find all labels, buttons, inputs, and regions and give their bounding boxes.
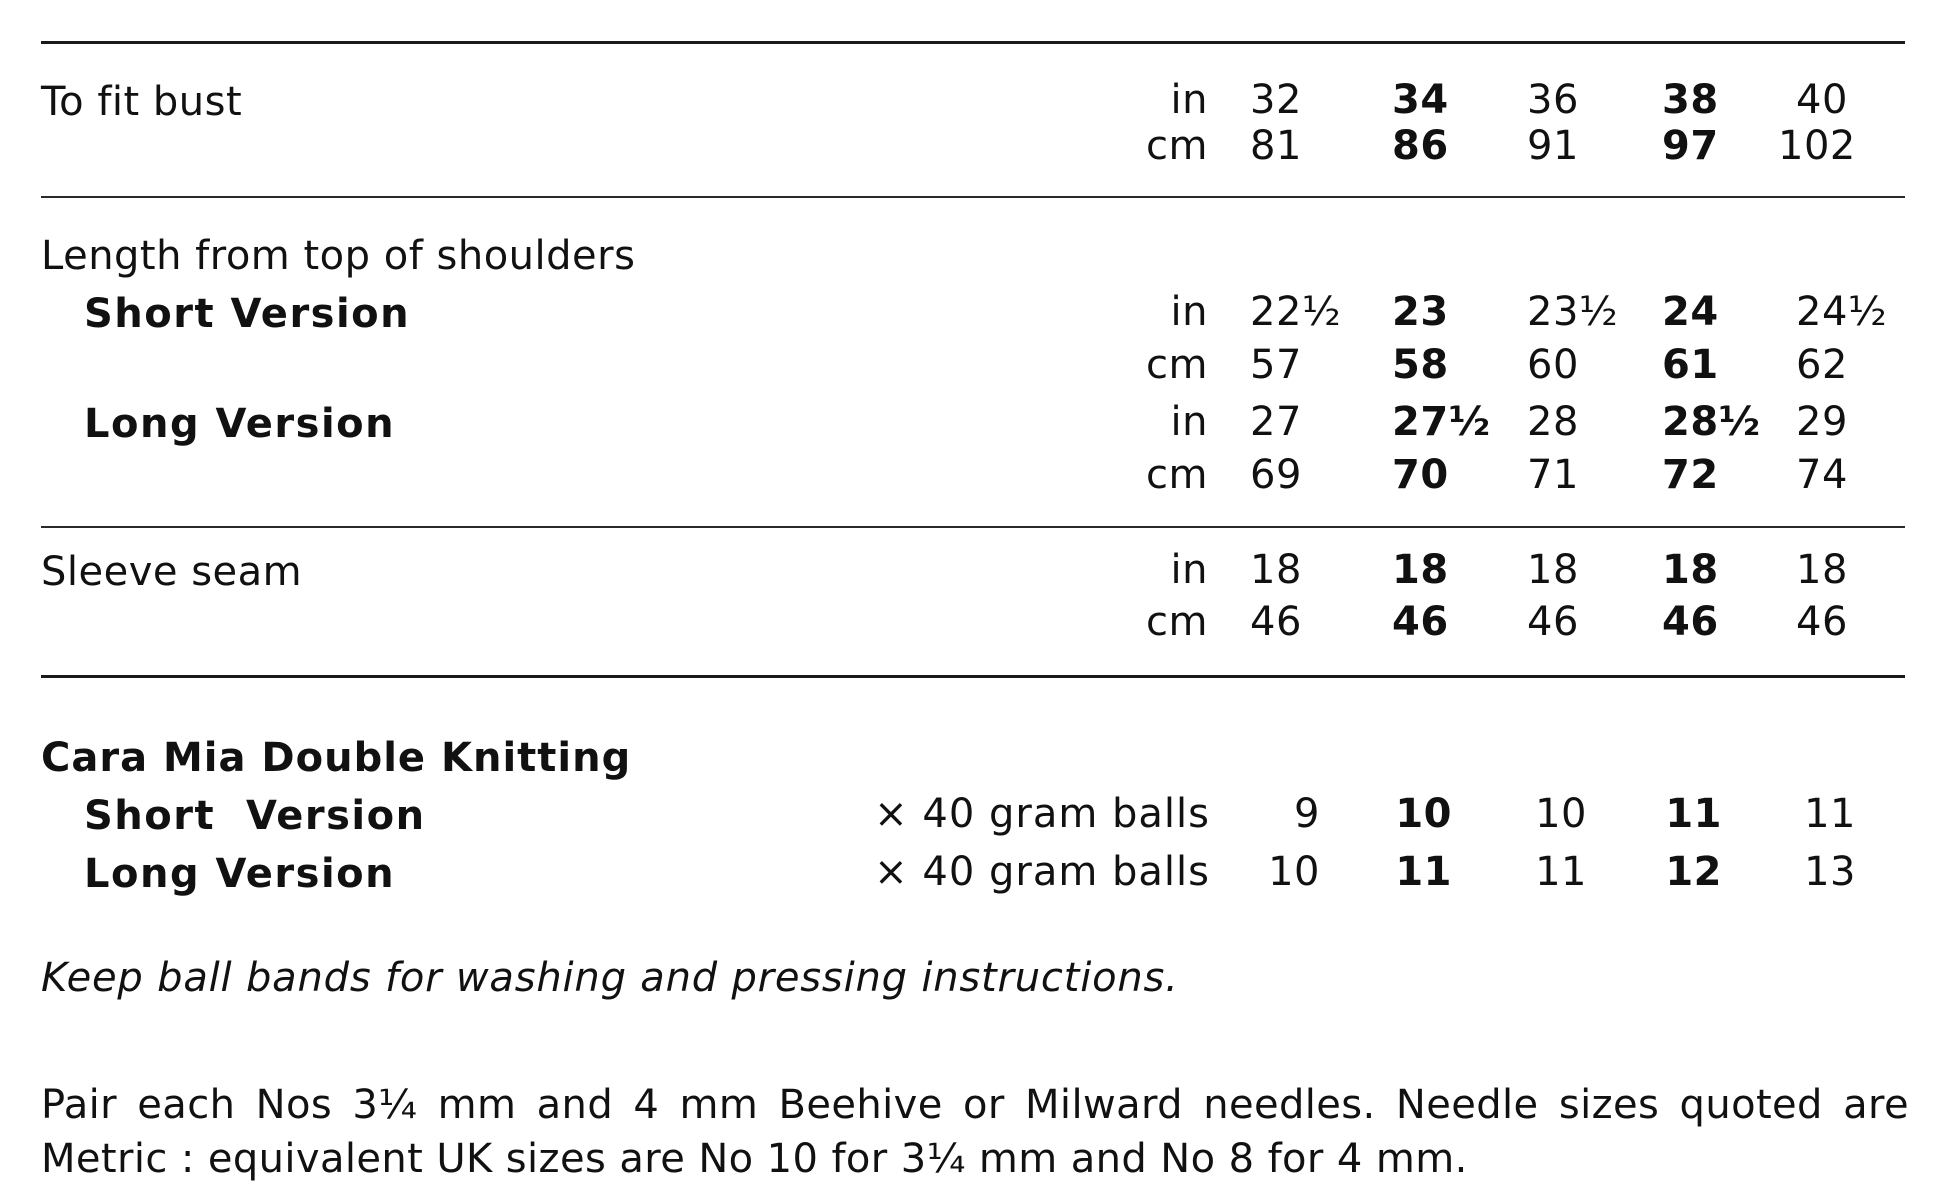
yarn-short-1: 9: [1294, 791, 1320, 837]
bust-in-4: 38: [1662, 77, 1719, 123]
length-label: Length from top of shoulders: [41, 233, 636, 279]
table-top-rule: [41, 41, 1905, 44]
bust-section-rule: [41, 196, 1905, 198]
length-long-cm-1: 69: [1250, 452, 1302, 498]
yarn-long-3: 11: [1535, 849, 1587, 895]
length-long-in-5: 29: [1796, 399, 1848, 445]
sleeve-cm-2: 46: [1392, 599, 1449, 645]
length-short-in-3: 23½: [1527, 289, 1619, 335]
yarn-long-1: 10: [1268, 849, 1320, 895]
bust-in-3: 36: [1527, 77, 1579, 123]
length-short-label: Short Version: [84, 291, 411, 337]
sleeve-in-3: 18: [1527, 547, 1579, 593]
length-long-cm-3: 71: [1527, 452, 1579, 498]
sleeve-in-1: 18: [1250, 547, 1302, 593]
sleeve-in-unit: in: [1170, 547, 1208, 593]
sleeve-label: Sleeve seam: [41, 549, 303, 595]
length-short-cm-4: 61: [1662, 342, 1719, 388]
needles-paragraph: [41, 1078, 1909, 1186]
yarn-short-4: 11: [1665, 791, 1722, 837]
yarn-long-5: 13: [1804, 849, 1856, 895]
bust-cm-2: 86: [1392, 123, 1449, 169]
needles-line-2: Metric : equivalent UK sizes are No 10 for 3¼ mm and No 8 for 4 mm.: [41, 1136, 1468, 1182]
length-short-cm-2: 58: [1392, 342, 1449, 388]
yarn-short-2: 10: [1395, 791, 1452, 837]
length-long-cm-4: 72: [1662, 452, 1719, 498]
yarn-title: Cara Mia Double Knitting: [41, 735, 632, 781]
bust-cm-5: 102: [1778, 123, 1856, 169]
length-short-in-5: 24½: [1796, 289, 1888, 335]
length-short-cm-1: 57: [1250, 342, 1302, 388]
bust-in-2: 34: [1392, 77, 1449, 123]
bust-cm-4: 97: [1662, 123, 1719, 169]
sleeve-cm-3: 46: [1527, 599, 1579, 645]
length-long-cm-unit: cm: [1146, 452, 1208, 498]
needles-line-1: Pair each Nos 3¼ mm and 4 mm Beehive or Milward needles. Needle sizes quoted are: [41, 1082, 1909, 1128]
length-section-rule: [41, 526, 1905, 528]
sleeve-in-2: 18: [1392, 547, 1449, 593]
length-short-in-2: 23: [1392, 289, 1449, 335]
bust-in-1: 32: [1250, 77, 1302, 123]
length-long-in-unit: in: [1170, 399, 1208, 445]
bust-in-unit: in: [1170, 77, 1208, 123]
sleeve-in-4: 18: [1662, 547, 1719, 593]
yarn-short-label: Short Version: [84, 793, 426, 839]
length-short-in-unit: in: [1170, 289, 1208, 335]
length-long-in-2: 27½: [1392, 399, 1491, 445]
sleeve-cm-unit: cm: [1146, 599, 1208, 645]
length-long-in-3: 28: [1527, 399, 1579, 445]
ball-band-note: Keep ball bands for washing and pressing instructions.: [41, 955, 1179, 1001]
length-short-cm-3: 60: [1527, 342, 1579, 388]
yarn-short-3: 10: [1535, 791, 1587, 837]
sleeve-in-5: 18: [1796, 547, 1848, 593]
bust-cm-3: 91: [1527, 123, 1579, 169]
table-bottom-rule: [41, 675, 1905, 678]
bust-label: To fit bust: [41, 79, 243, 125]
length-short-cm-5: 62: [1796, 342, 1848, 388]
yarn-long-4: 12: [1665, 849, 1722, 895]
yarn-long-label: Long Version: [84, 851, 396, 897]
length-short-cm-unit: cm: [1146, 342, 1208, 388]
yarn-short-unit: × 40 gram balls: [874, 791, 1210, 837]
sleeve-cm-4: 46: [1662, 599, 1719, 645]
yarn-long-unit: × 40 gram balls: [874, 849, 1210, 895]
yarn-short-5: 11: [1804, 791, 1856, 837]
bust-cm-1: 81: [1250, 123, 1302, 169]
length-long-in-1: 27: [1250, 399, 1302, 445]
bust-in-5: 40: [1796, 77, 1848, 123]
sleeve-cm-5: 46: [1796, 599, 1848, 645]
length-long-in-4: 28½: [1662, 399, 1761, 445]
length-long-cm-5: 74: [1796, 452, 1848, 498]
bust-cm-unit: cm: [1146, 123, 1208, 169]
sleeve-cm-1: 46: [1250, 599, 1302, 645]
length-short-in-1: 22½: [1250, 289, 1342, 335]
length-long-cm-2: 70: [1392, 452, 1449, 498]
length-short-in-4: 24: [1662, 289, 1719, 335]
length-long-label: Long Version: [84, 401, 396, 447]
yarn-long-2: 11: [1395, 849, 1452, 895]
